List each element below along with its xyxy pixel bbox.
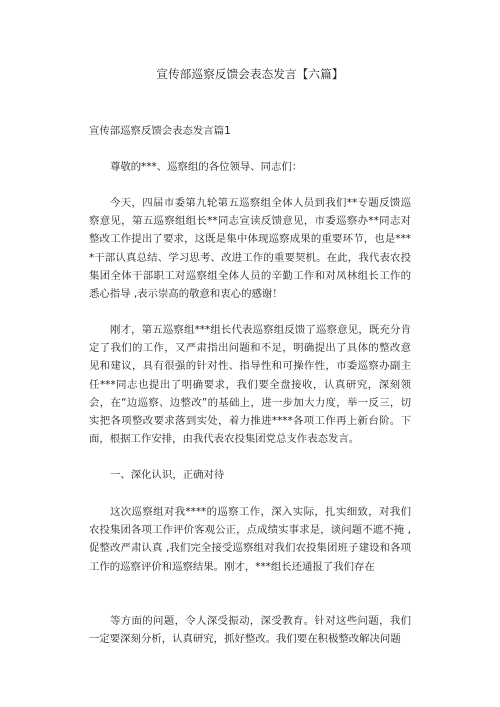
section-heading-1: 一、深化认识，正确对待: [110, 469, 225, 481]
document-title: 宣传部巡察反馈会表态发言【六篇】: [156, 67, 344, 81]
salutation: 尊敬的***、巡察组的各位领导、同志们：: [110, 161, 303, 173]
paragraph-4: 等方面的问题，令人深受振动，深受教育。针对这些问题，我们一定要深刻分析，认真研究，抓好整改。我们要在积极整改解决问题: [89, 615, 411, 646]
paragraph-3: 这次巡察组对我****的巡察工作，深入实际，扎实细致，对我们农投集团各项工作评价客观公正，点成绩实事求是，谈问题不遮不掩 ,促整改严肃认真 ,我们完全接受巡察组对我们农投集团班子建设和各项工作的巡察评价和巡察结果。刚才，***组长还通报了我们存在: [89, 506, 411, 573]
paragraph-1: 今天，四届市委第九轮第五巡察组全体人员到我们**专题反馈巡察意见，第五巡察组组长**同志宣读反馈意见，市委巡察办**同志对整改工作提出了要求，这既是集中体现巡察成果的重要环节，也是****干部认真总结、学习思考、改进工作的重要契机。在此，我代表农投集团全体干部职工对巡察组全体人员的辛勤工作和对凤林组长工作的悉心指导 ,表示崇高的敬意和衷心的感谢！: [89, 197, 411, 301]
section-subtitle: 宣传部巡察反馈会表态发言篇1: [89, 125, 231, 137]
paragraph-2: 刚才，第五巡察组***组长代表巡察组反馈了巡察意见，既充分肯定了我们的工作，又严肃指出问题和不足，明确提出了具体的整改意见和建议，具有很强的针对性、指导性和可操作性，市委巡察办副主任***同志也提出了明确要求，我们要全盘接收，认真研究，深刻领会，在“边巡察、边整改”的基础上，进一步加大力度，举一反三，切实把各项整改要求落到实处，着力推进****各项工作再上新台阶。下面，根据工作安排，由我代表农投集团党总支作表态发言。: [89, 324, 411, 446]
